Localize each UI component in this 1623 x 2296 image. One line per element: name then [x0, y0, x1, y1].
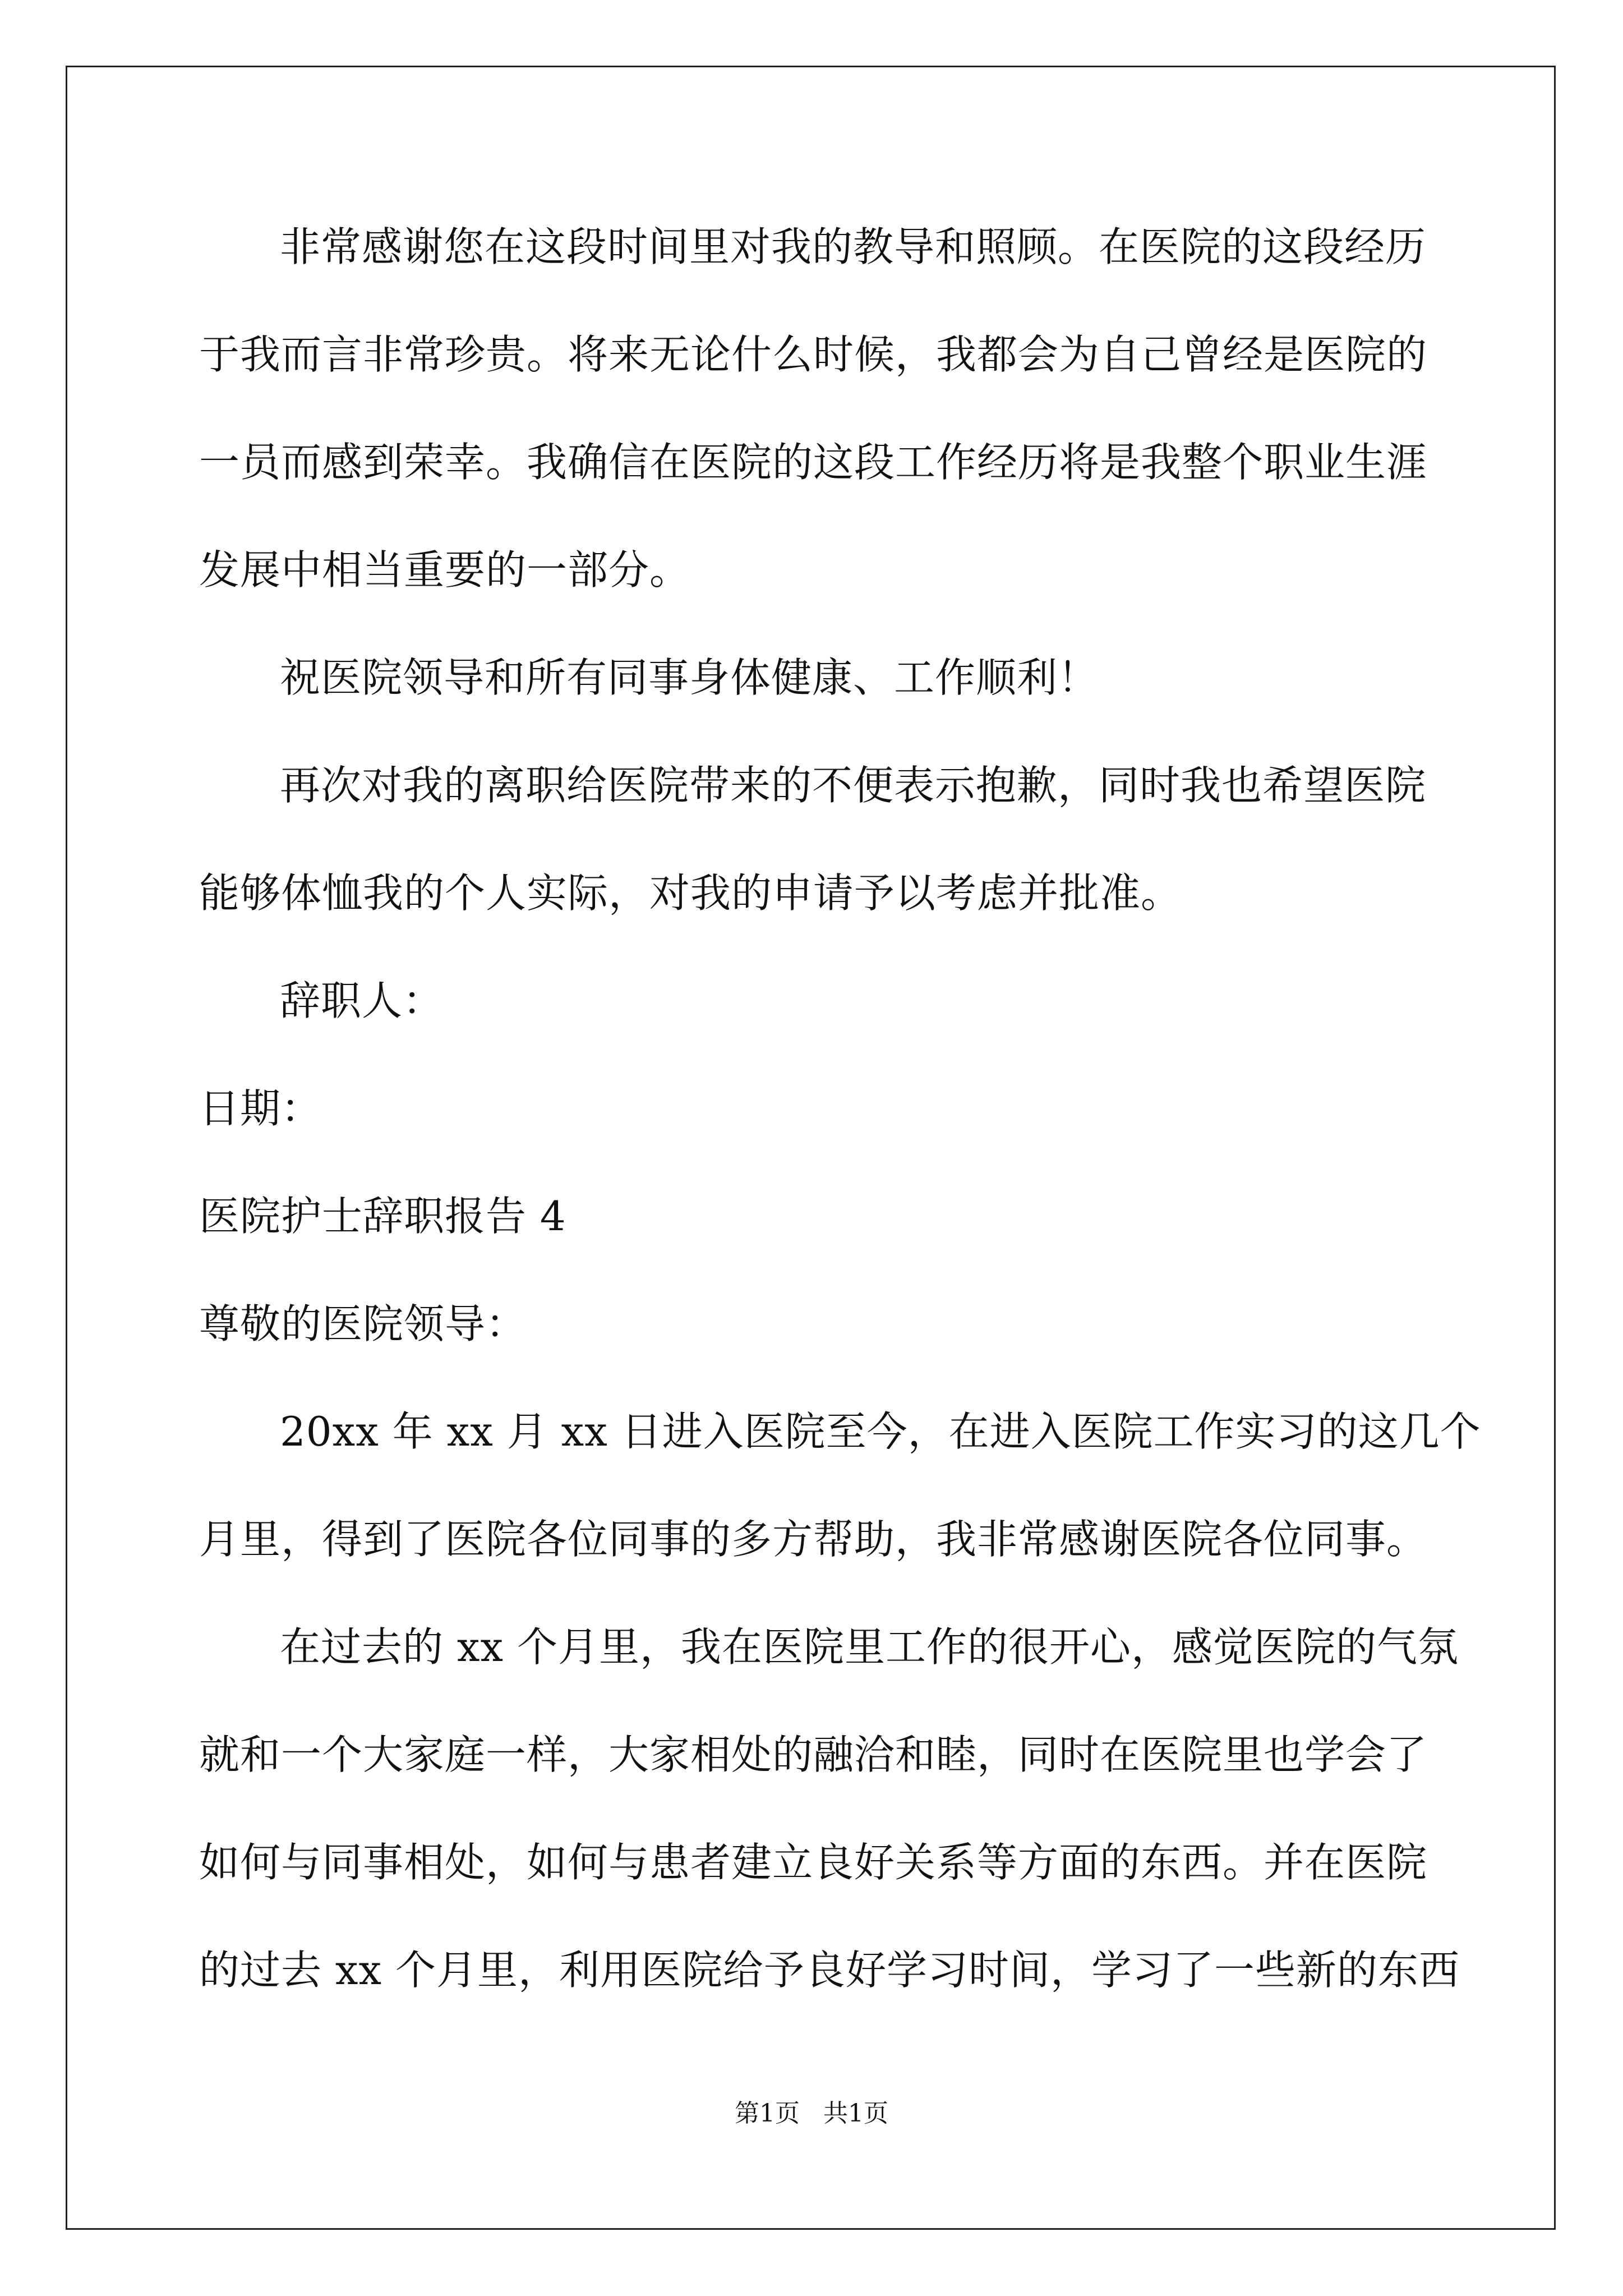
text-line: 如何与同事相处，如何与患者建立良好关系等方面的东西。并在医院 [199, 1839, 1428, 1886]
page-border [66, 66, 1556, 2230]
text-line: 月里，得到了医院各位同事的多方帮助，我非常感谢医院各位同事。 [199, 1516, 1428, 1563]
text-line: 再次对我的离职给医院带来的不便表示抱歉，同时我也希望医院 [280, 762, 1427, 809]
text-line: 非常感谢您在这段时间里对我的教导和照顾。在医院的这段经历 [280, 223, 1427, 270]
salutation: 尊敬的医院领导： [199, 1300, 527, 1347]
text-line: 的过去 xx 个月里，利用医院给予良好学习时间，学习了一些新的东西 [199, 1947, 1460, 1994]
text-line: 20xx 年 xx 月 xx 日进入医院至今，在进入医院工作实习的这几个 [280, 1408, 1481, 1455]
page-footer: 第1页 共1页 [735, 2099, 888, 2128]
section-title: 医院护士辞职报告 4 [199, 1193, 566, 1240]
text-line: 能够体恤我的个人实际，对我的申请予以考虑并批准。 [199, 869, 1182, 917]
text-line: 祝医院领导和所有同事身体健康、工作顺利！ [280, 654, 1099, 701]
text-line: 于我而言非常珍贵。将来无论什么时候，我都会为自己曾经是医院的 [199, 331, 1428, 378]
text-line: 在过去的 xx 个月里，我在医院里工作的很开心，感觉医院的气氛 [280, 1623, 1459, 1671]
text-line: 一员而感到荣幸。我确信在医院的这段工作经历将是我整个职业生涯 [199, 439, 1428, 486]
date-label: 日期： [199, 1085, 322, 1132]
signature-label: 辞职人： [280, 977, 444, 1024]
text-line: 就和一个大家庭一样，大家相处的融洽和睦，同时在医院里也学会了 [199, 1731, 1428, 1778]
text-line: 发展中相当重要的一部分。 [199, 546, 691, 593]
